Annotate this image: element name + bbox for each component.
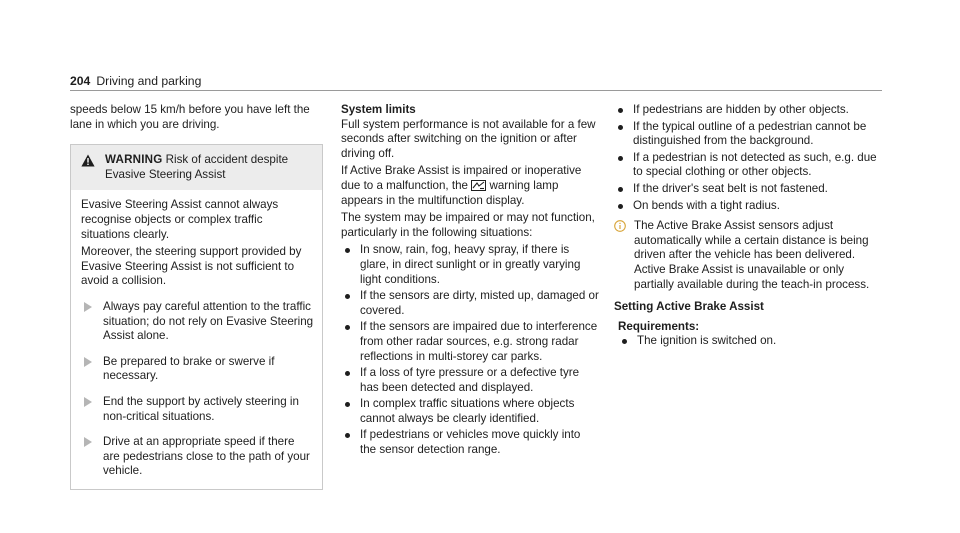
action-text: Drive at an appropriate speed if there are pedestrians close to the path of your vehicle. (103, 435, 310, 478)
action-item (81, 300, 314, 344)
list-item-text: If the sensors are impaired due to interference from other radar sources, e.g. strong radar reflections in multi-storey car parks. (360, 320, 598, 363)
list-item-text: In complex traffic situations where objects cannot always be clearly identified. (360, 397, 575, 425)
warning-body (71, 190, 322, 489)
bullet-icon (345, 371, 350, 376)
warning-triangle-icon (81, 154, 95, 167)
column-middle (341, 103, 599, 460)
intro-text: speeds below 15 km/h before you have left the lane in which you are driving. (70, 103, 310, 131)
note-text: The Active Brake Assist sensors adjust automatically while a certain distance is being driven after the vehicle has been delivered. Active Brake Assist is unavailable or only partially available during the teach-in process. (634, 219, 870, 291)
list-item (341, 366, 599, 395)
bullet-icon (345, 325, 350, 330)
list-item (614, 182, 882, 197)
limits-list (341, 243, 599, 457)
section-title: Driving and parking (96, 74, 202, 88)
setting-title: Setting Active Brake Assist (614, 300, 764, 314)
list-item-text: If pedestrians are hidden by other objects. (633, 103, 849, 116)
list-item-text: The ignition is switched on. (637, 334, 777, 348)
brake-assist-warning-lamp-icon (471, 180, 486, 191)
action-item (81, 355, 314, 384)
list-item (614, 103, 882, 118)
list-item-text: If the driver's seat belt is not fastened. (633, 181, 828, 195)
arrow-right-icon (84, 397, 92, 407)
info-note (614, 219, 882, 292)
requirements-list (614, 334, 882, 349)
warning-paragraph: Evasive Steering Assist cannot always recognise objects or complex traffic situations clearly. (81, 198, 279, 241)
arrow-right-icon (84, 302, 92, 312)
action-text: End the support by actively steering in non-critical situations. (103, 394, 299, 423)
system-limits-p2 (341, 164, 599, 208)
header-divider (70, 90, 882, 91)
list-item (341, 243, 599, 287)
list-item (341, 397, 599, 426)
list-item-text: If pedestrians or vehicles move quickly into the sensor detection range. (360, 428, 581, 457)
system-limits-p1: Full system performance is not available for a few seconds after switching on the ignition or after driving off. (341, 117, 596, 160)
system-limits-p3: The system may be impaired or may not function, particularly in the following situations: (341, 211, 595, 239)
requirements-label: Requirements: (618, 319, 700, 333)
bullet-icon (345, 402, 350, 407)
list-item-text: On bends with a tight radius. (633, 198, 780, 212)
list-item (341, 320, 599, 364)
warning-heading (105, 153, 314, 182)
system-limits-title: System limits (341, 103, 416, 116)
warning-header (71, 145, 322, 190)
list-item-text: If the sensors are dirty, misted up, damaged or covered. (360, 289, 599, 317)
column-left (70, 103, 323, 490)
bullet-icon (618, 204, 623, 209)
action-item (81, 395, 314, 424)
list-item-text: If a loss of tyre pressure or a defective tyre has been detected and displayed. (360, 366, 580, 394)
column-right (614, 103, 882, 351)
list-item (614, 120, 882, 149)
action-text: Always pay careful attention to the traffic situation; do not rely on Evasive Steering Assist alone. (103, 299, 314, 343)
arrow-right-icon (84, 437, 92, 447)
limits-list-continued (614, 103, 882, 213)
list-item-text: If the typical outline of a pedestrian cannot be distinguished from the background. (633, 119, 867, 148)
page-number: 204 (70, 74, 91, 88)
bullet-icon (345, 294, 350, 299)
list-item (618, 334, 882, 349)
list-item (341, 289, 599, 318)
list-item (614, 199, 882, 214)
warning-label: WARNING (105, 153, 163, 167)
p2-text-before: If Active Brake Assist is impaired or inoperative due to a malfunction, the (341, 164, 582, 192)
bullet-icon (618, 156, 623, 161)
action-text: Be prepared to brake or swerve if necessary. (103, 354, 275, 383)
bullet-icon (345, 433, 350, 438)
bullet-icon (618, 108, 623, 113)
list-item-text: In snow, rain, fog, heavy spray, if there is glare, in direct sunlight or in greatly varying light conditions. (360, 243, 581, 286)
warning-box (70, 144, 323, 490)
bullet-icon (622, 339, 627, 344)
list-item (614, 151, 882, 180)
page-header (70, 74, 201, 89)
list-item (341, 428, 599, 457)
p2-text-after: warning lamp appears in the multifunction display. (341, 178, 559, 207)
bullet-icon (618, 187, 623, 192)
arrow-right-icon (84, 357, 92, 367)
list-item-text: If a pedestrian is not detected as such, e.g. due to special clothing or other objects. (633, 150, 877, 179)
info-icon (614, 220, 626, 232)
warning-paragraph: Moreover, the steering support provided by Evasive Steering Assist is not sufficient to avoid a collision. (81, 245, 302, 288)
warning-title-text: Risk of accident despite Evasive Steering Assist (105, 153, 289, 181)
bullet-icon (345, 248, 350, 253)
bullet-icon (618, 125, 623, 130)
action-item (81, 435, 314, 479)
